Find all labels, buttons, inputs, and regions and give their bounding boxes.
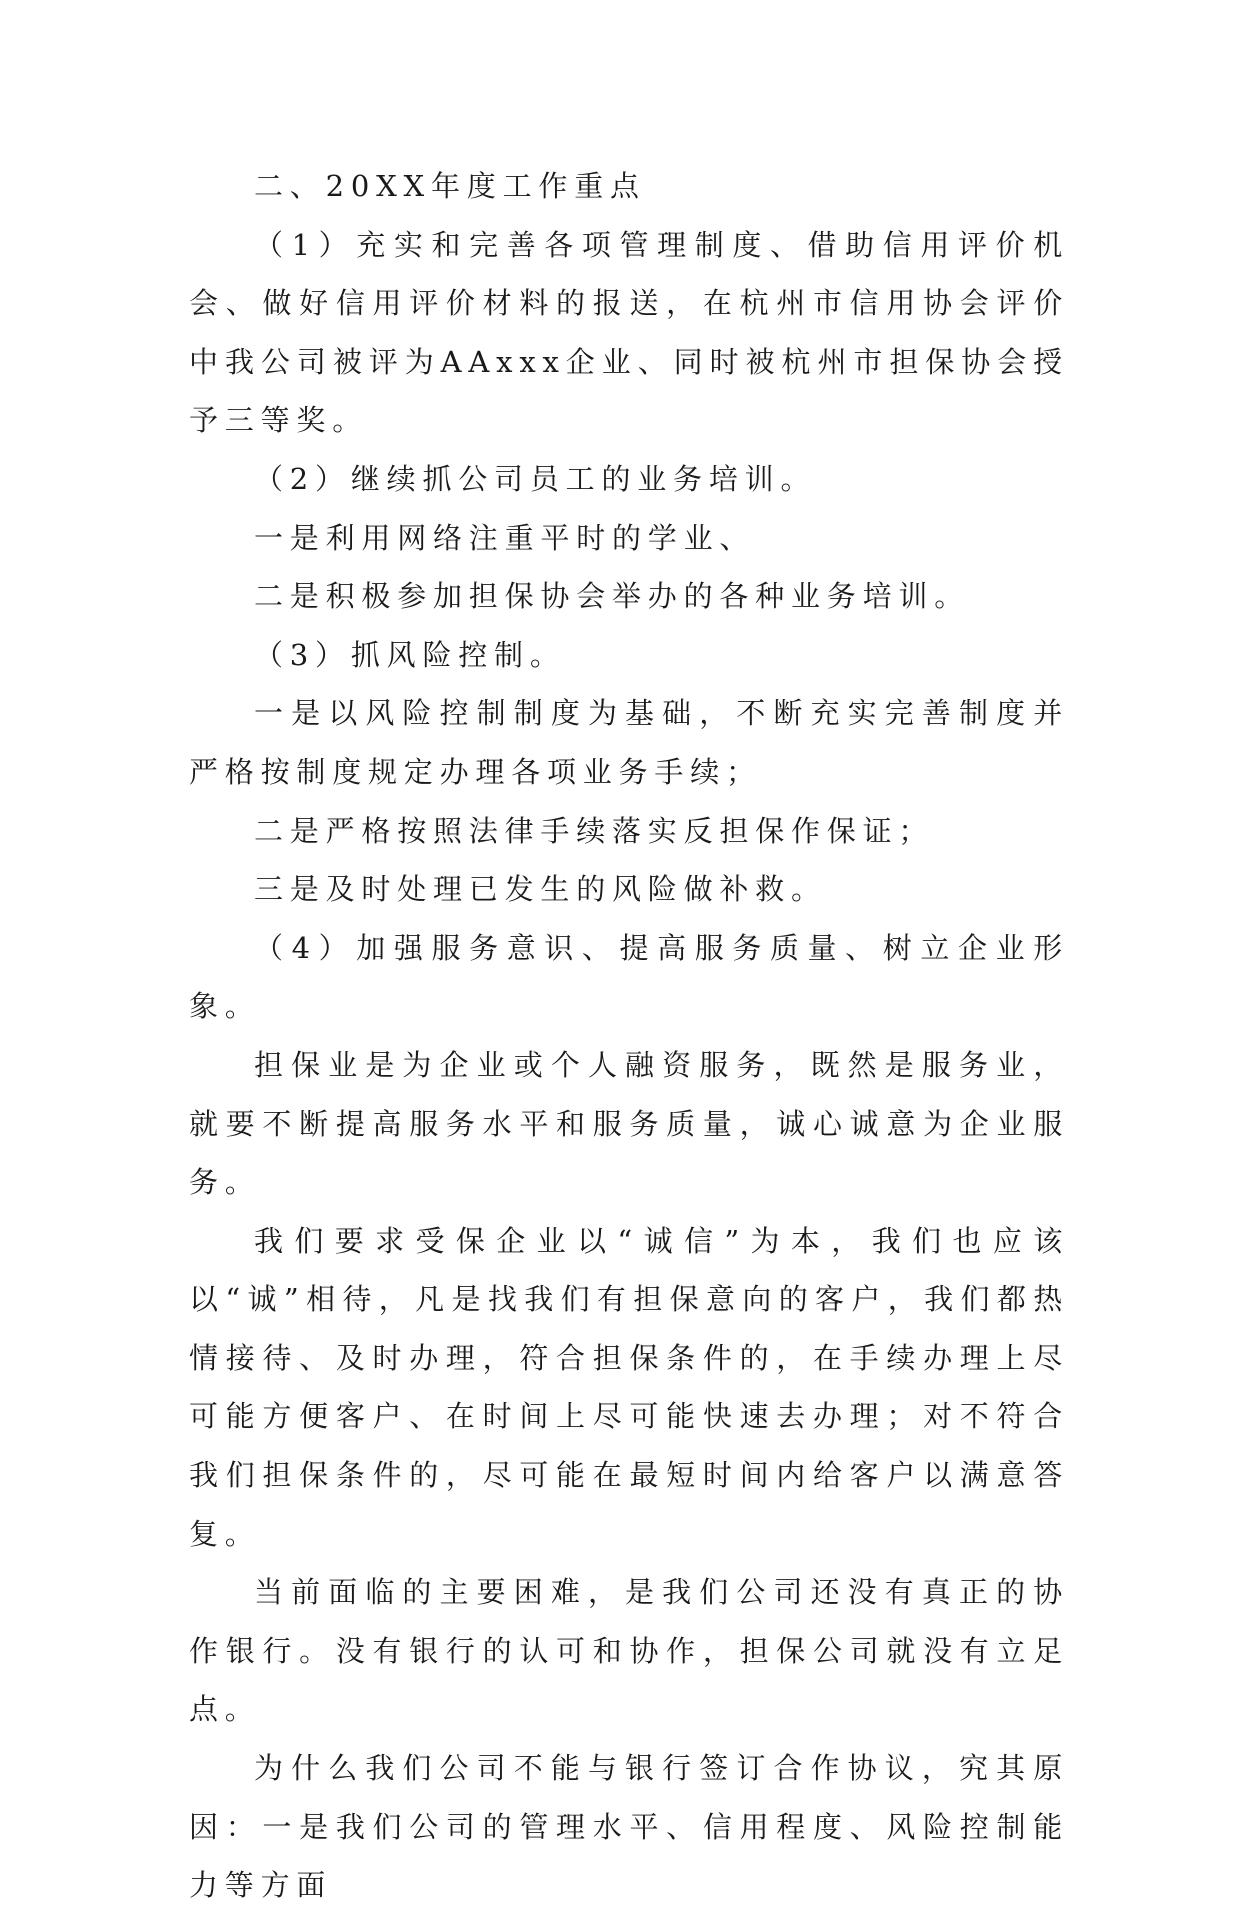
paragraph: （3）抓风险控制。 xyxy=(254,637,566,672)
paragraph: 三是及时处理已发生的风险做补救。 xyxy=(254,872,827,907)
paragraph: 为什么我们公司不能与银行签订合作协议，究其原因：一是我们公司的管理水平、信用程度、风险控制能力等方面 xyxy=(189,1751,1069,1903)
paragraph: （1）充实和完善各项管理制度、借助信用评价机会、做好信用评价材料的报送，在杭州市信用协会评价中我公司被评为AAxxx企业、同时被杭州市担保协会授予三等奖。 xyxy=(189,227,1069,438)
paragraph: 二是积极参加担保协会举办的各种业务培训。 xyxy=(254,579,971,614)
paragraph: 一是以风险控制制度为基础，不断充实完善制度并严格按制度规定办理各项业务手续； xyxy=(189,696,1069,789)
paragraph: 担保业是为企业或个人融资服务，既然是服务业，就要不断提高服务水平和服务质量，诚心诚意为企业服务。 xyxy=(189,1047,1069,1200)
paragraph: 二是严格按照法律手续落实反担保作保证； xyxy=(254,813,935,848)
paragraph: 我们要求受保企业以“诚信”为本，我们也应该以“诚”相待，凡是找我们有担保意向的客户，我们都热情接待、及时办理，符合担保条件的，在手续办理上尽可能方便客户、在时间上尽可能快速去办理；对不符合我们担保条件的，尽可能在最短时间内给客户以满意答复。 xyxy=(189,1223,1069,1551)
document-body xyxy=(189,157,1069,1915)
paragraph: 当前面临的主要困难，是我们公司还没有真正的协作银行。没有银行的认可和协作，担保公司就没有立足点。 xyxy=(189,1575,1069,1727)
paragraph: （4）加强服务意识、提高服务质量、树立企业形象。 xyxy=(189,930,1069,1024)
paragraph: （2）继续抓公司员工的业务培训。 xyxy=(254,461,817,496)
section-heading: 二、20XX年度工作重点 xyxy=(254,169,646,203)
paragraph: 一是利用网络注重平时的学业、 xyxy=(254,520,756,555)
